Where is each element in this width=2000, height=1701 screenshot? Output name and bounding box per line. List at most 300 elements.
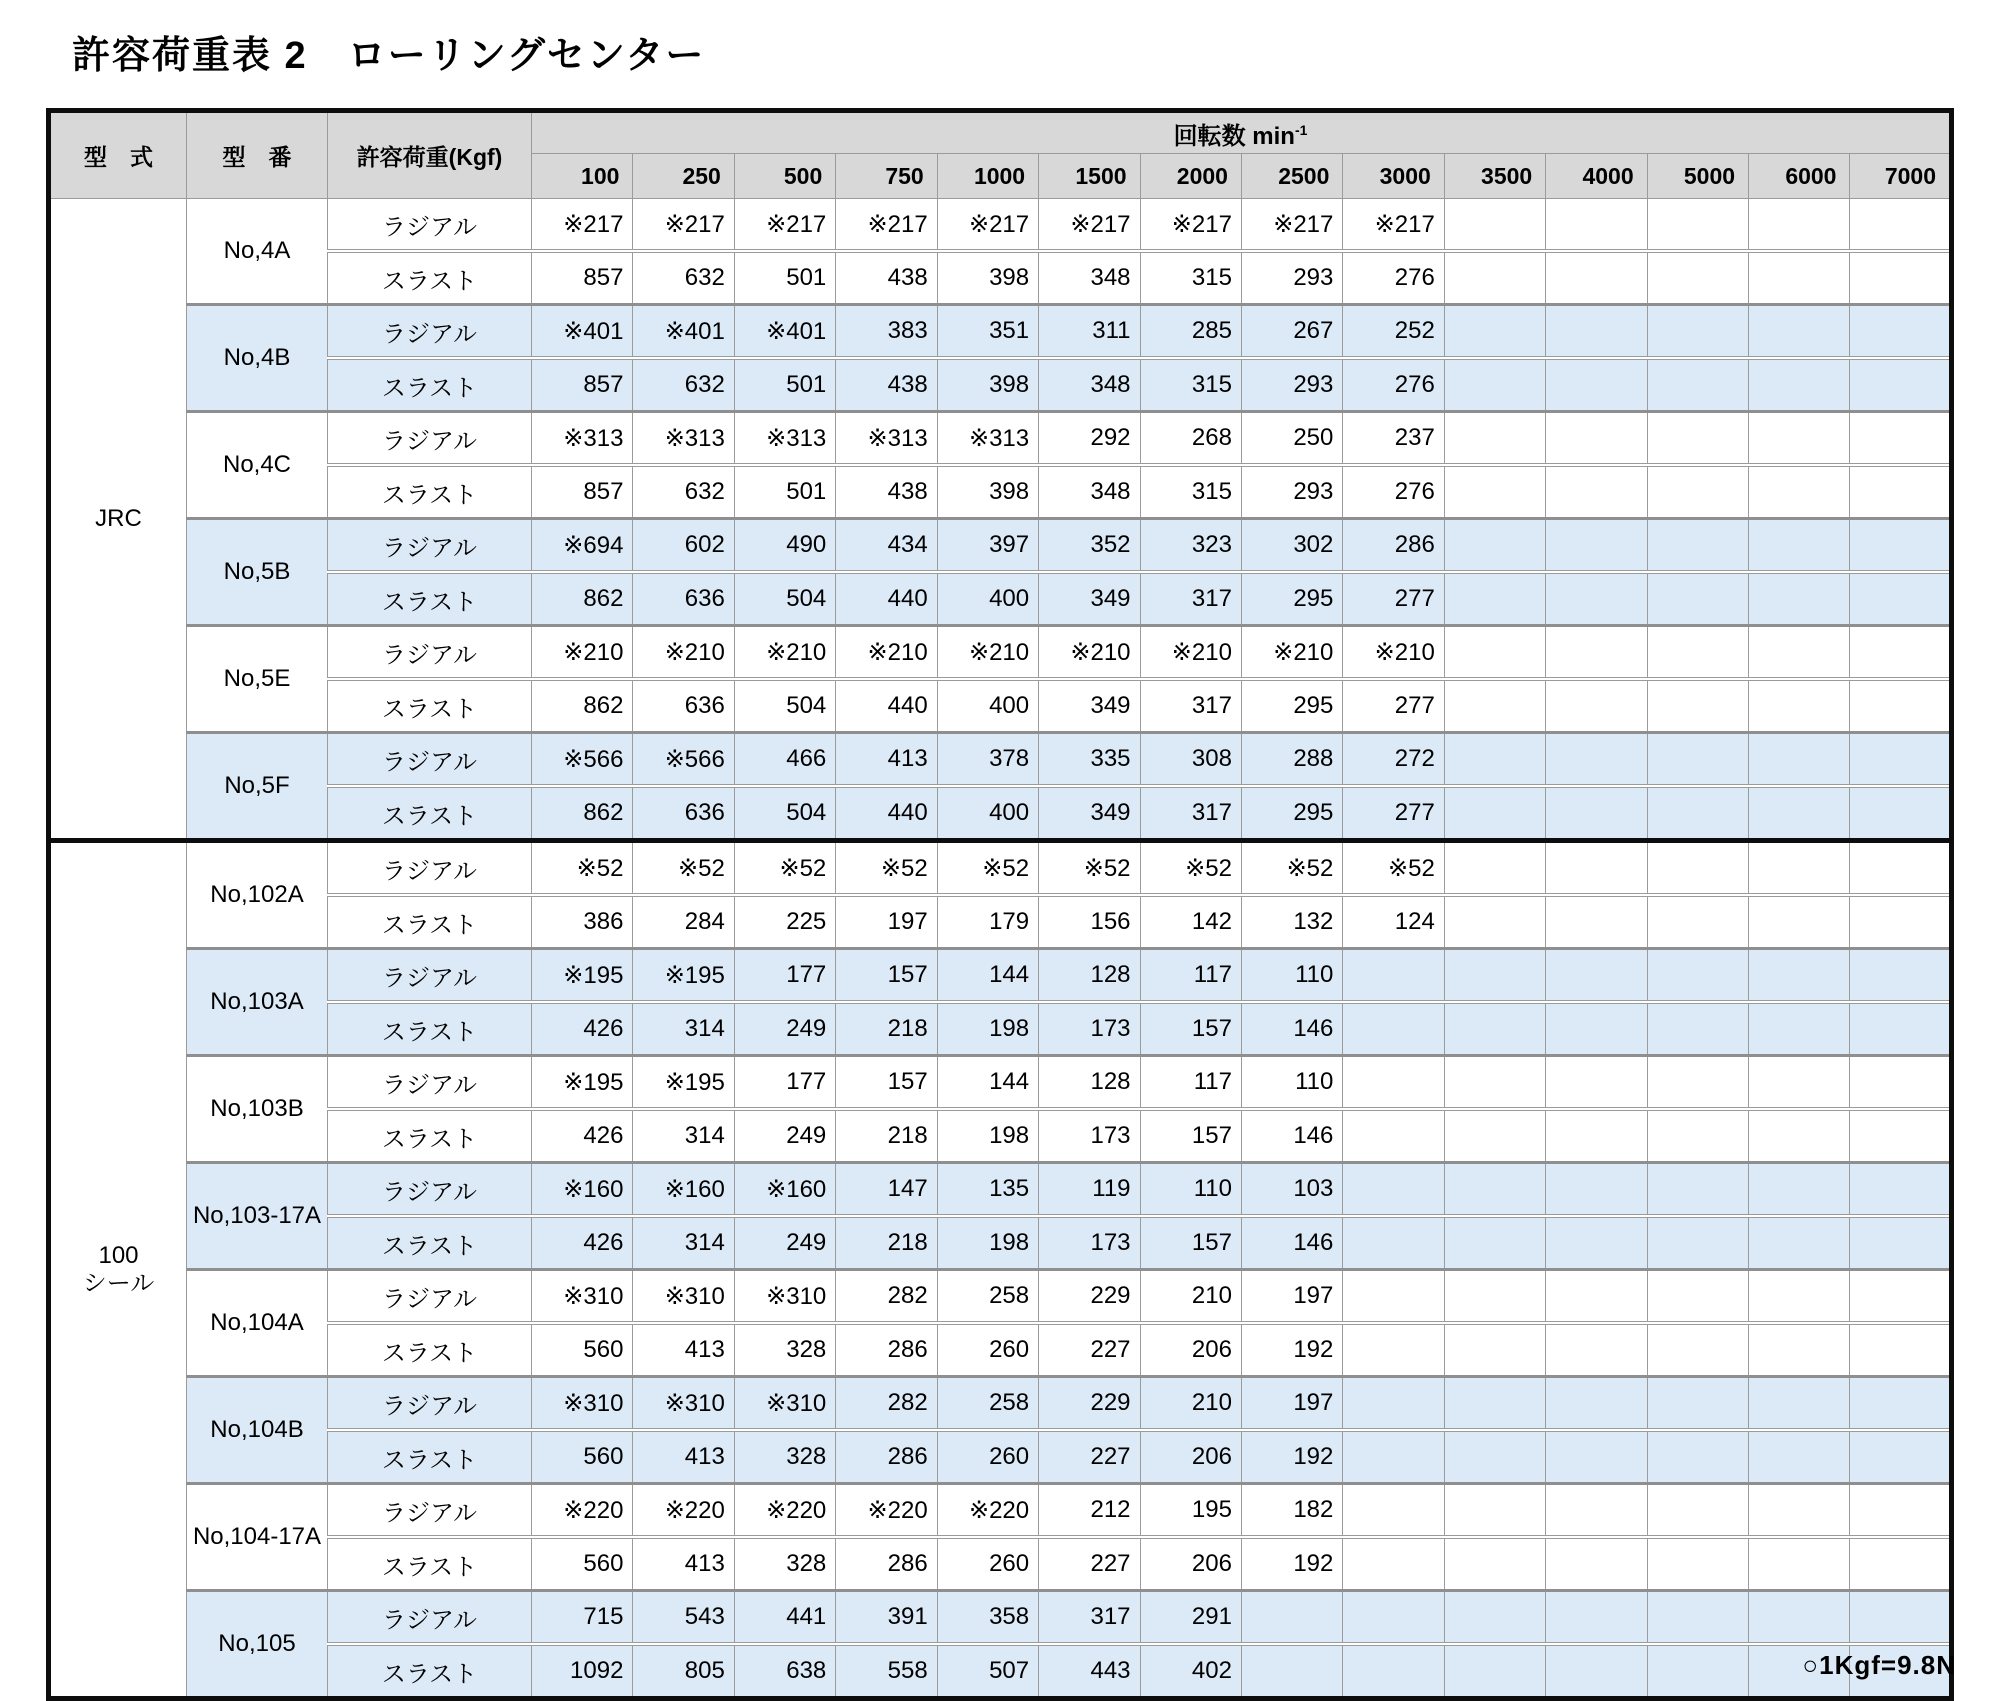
load-table: [46, 108, 1954, 1701]
value-cell: 507: [937, 1644, 1038, 1699]
value-cell: 227: [1039, 1537, 1140, 1591]
value-cell: ※210: [532, 626, 633, 680]
value-cell: ※52: [1140, 841, 1241, 896]
load-direction-cell: スラスト: [328, 1430, 532, 1484]
value-cell: 292: [1039, 412, 1140, 466]
value-cell: 504: [734, 572, 835, 626]
value-cell: 348: [1039, 251, 1140, 305]
value-cell: 358: [937, 1591, 1038, 1645]
value-cell: 293: [1241, 251, 1342, 305]
value-cell: 349: [1039, 679, 1140, 733]
value-cell: [1749, 305, 1850, 359]
value-cell: [1850, 626, 1952, 680]
model-type-cell: JRC: [49, 199, 187, 841]
value-cell: [1749, 519, 1850, 573]
value-cell: [1850, 1591, 1952, 1645]
value-cell: ※313: [734, 412, 835, 466]
value-cell: 314: [633, 1216, 734, 1270]
value-cell: [1444, 626, 1545, 680]
value-cell: 349: [1039, 786, 1140, 841]
value-cell: 378: [937, 733, 1038, 787]
value-cell: 146: [1241, 1109, 1342, 1163]
value-cell: ※210: [1343, 626, 1444, 680]
value-cell: [1444, 1377, 1545, 1431]
value-cell: 267: [1241, 305, 1342, 359]
value-cell: 440: [836, 786, 937, 841]
table-row: [49, 1270, 1952, 1324]
value-cell: 276: [1343, 251, 1444, 305]
value-cell: 210: [1140, 1270, 1241, 1324]
table-row: [49, 305, 1952, 359]
value-cell: [1749, 895, 1850, 949]
load-direction-cell: ラジアル: [328, 519, 532, 573]
value-cell: [1850, 895, 1952, 949]
value-cell: 117: [1140, 949, 1241, 1003]
load-direction-cell: スラスト: [328, 1002, 532, 1056]
value-cell: 173: [1039, 1109, 1140, 1163]
value-cell: [1749, 1591, 1850, 1645]
value-cell: 638: [734, 1644, 835, 1699]
value-cell: ※220: [532, 1484, 633, 1538]
table-row: [49, 1644, 1952, 1699]
value-cell: 282: [836, 1270, 937, 1324]
value-cell: 212: [1039, 1484, 1140, 1538]
value-cell: [1749, 1216, 1850, 1270]
value-cell: 328: [734, 1430, 835, 1484]
value-cell: 383: [836, 305, 937, 359]
value-cell: 249: [734, 1216, 835, 1270]
value-cell: 400: [937, 786, 1038, 841]
header-rotation-speed: [532, 111, 1952, 154]
value-cell: [1444, 1430, 1545, 1484]
value-cell: [1647, 1270, 1748, 1324]
load-direction-cell: スラスト: [328, 1109, 532, 1163]
value-cell: ※313: [633, 412, 734, 466]
value-cell: 210: [1140, 1377, 1241, 1431]
value-cell: [1647, 841, 1748, 896]
value-cell: 632: [633, 358, 734, 412]
value-cell: ※52: [937, 841, 1038, 896]
value-cell: [1749, 251, 1850, 305]
value-cell: [1546, 841, 1647, 896]
model-number-cell: No,4B: [187, 305, 328, 412]
value-cell: [1343, 1109, 1444, 1163]
value-cell: ※52: [734, 841, 835, 896]
header-speed-1000: 1000: [937, 154, 1038, 199]
load-direction-cell: ラジアル: [328, 626, 532, 680]
header-load: 許容荷重(Kgf): [328, 111, 532, 199]
value-cell: [1546, 949, 1647, 1003]
value-cell: 195: [1140, 1484, 1241, 1538]
value-cell: 317: [1039, 1591, 1140, 1645]
value-cell: ※210: [1039, 626, 1140, 680]
load-direction-cell: スラスト: [328, 1537, 532, 1591]
header-speed-250: 250: [633, 154, 734, 199]
header-speed-5000: 5000: [1647, 154, 1748, 199]
header-speed-750: 750: [836, 154, 937, 199]
value-cell: [1343, 1484, 1444, 1538]
value-cell: 144: [937, 1056, 1038, 1110]
value-cell: 206: [1140, 1430, 1241, 1484]
value-cell: 177: [734, 949, 835, 1003]
value-cell: 314: [633, 1002, 734, 1056]
value-cell: [1647, 1591, 1748, 1645]
value-cell: [1546, 895, 1647, 949]
value-cell: 198: [937, 1002, 1038, 1056]
value-cell: ※313: [836, 412, 937, 466]
value-cell: [1647, 412, 1748, 466]
value-cell: ※310: [734, 1270, 835, 1324]
value-cell: [1546, 1109, 1647, 1163]
value-cell: [1850, 572, 1952, 626]
header-speed-7000: 7000: [1850, 154, 1952, 199]
table-row: [49, 1109, 1952, 1163]
value-cell: ※52: [836, 841, 937, 896]
value-cell: 198: [937, 1216, 1038, 1270]
value-cell: 857: [532, 251, 633, 305]
value-cell: [1850, 1323, 1952, 1377]
value-cell: [1749, 733, 1850, 787]
table-row: [49, 1323, 1952, 1377]
value-cell: [1850, 358, 1952, 412]
value-cell: [1444, 1484, 1545, 1538]
value-cell: ※220: [937, 1484, 1038, 1538]
value-cell: 144: [937, 949, 1038, 1003]
value-cell: 308: [1140, 733, 1241, 787]
load-direction-cell: スラスト: [328, 679, 532, 733]
value-cell: [1647, 465, 1748, 519]
value-cell: ※310: [532, 1377, 633, 1431]
value-cell: [1850, 1270, 1952, 1324]
value-cell: [1343, 1270, 1444, 1324]
value-cell: 560: [532, 1323, 633, 1377]
header-speed-3000: 3000: [1343, 154, 1444, 199]
value-cell: [1749, 1484, 1850, 1538]
value-cell: [1444, 1591, 1545, 1645]
page-title: 許容荷重表 2 ローリングセンター: [72, 35, 706, 77]
value-cell: [1343, 1163, 1444, 1217]
table-row: [49, 1537, 1952, 1591]
load-direction-cell: ラジアル: [328, 733, 532, 787]
value-cell: [1850, 519, 1952, 573]
value-cell: 490: [734, 519, 835, 573]
value-cell: 252: [1343, 305, 1444, 359]
model-number-cell: No,4C: [187, 412, 328, 519]
value-cell: 173: [1039, 1216, 1140, 1270]
value-cell: [1850, 1216, 1952, 1270]
value-cell: [1647, 358, 1748, 412]
value-cell: 1092: [532, 1644, 633, 1699]
value-cell: 198: [937, 1109, 1038, 1163]
value-cell: 128: [1039, 949, 1140, 1003]
value-cell: 311: [1039, 305, 1140, 359]
value-cell: 434: [836, 519, 937, 573]
value-cell: [1444, 1056, 1545, 1110]
value-cell: [1546, 1163, 1647, 1217]
load-direction-cell: スラスト: [328, 895, 532, 949]
value-cell: [1546, 679, 1647, 733]
value-cell: [1647, 519, 1748, 573]
value-cell: 157: [836, 949, 937, 1003]
value-cell: 258: [937, 1377, 1038, 1431]
table-row: [49, 1484, 1952, 1538]
value-cell: ※220: [836, 1484, 937, 1538]
value-cell: [1444, 199, 1545, 252]
value-cell: [1749, 1377, 1850, 1431]
load-direction-cell: スラスト: [328, 465, 532, 519]
value-cell: ※195: [633, 1056, 734, 1110]
value-cell: [1444, 465, 1545, 519]
value-cell: [1647, 1430, 1748, 1484]
rotation-exponent: -1: [1294, 121, 1308, 138]
value-cell: ※313: [532, 412, 633, 466]
value-cell: [1546, 251, 1647, 305]
value-cell: [1749, 626, 1850, 680]
value-cell: 124: [1343, 895, 1444, 949]
value-cell: 328: [734, 1323, 835, 1377]
value-cell: [1749, 841, 1850, 896]
value-cell: 632: [633, 251, 734, 305]
value-cell: 197: [1241, 1270, 1342, 1324]
model-type-cell: 100 シール: [49, 841, 187, 1699]
value-cell: ※217: [836, 199, 937, 252]
value-cell: 402: [1140, 1644, 1241, 1699]
rotation-label: 回転数 min: [1173, 122, 1295, 150]
value-cell: 272: [1343, 733, 1444, 787]
value-cell: ※210: [1241, 626, 1342, 680]
value-cell: ※52: [1343, 841, 1444, 896]
value-cell: 156: [1039, 895, 1140, 949]
value-cell: 157: [1140, 1002, 1241, 1056]
value-cell: [1850, 949, 1952, 1003]
value-cell: [1444, 305, 1545, 359]
value-cell: [1749, 465, 1850, 519]
header-speed-4000: 4000: [1546, 154, 1647, 199]
model-number-cell: No,5F: [187, 733, 328, 841]
value-cell: 328: [734, 1537, 835, 1591]
value-cell: 128: [1039, 1056, 1140, 1110]
value-cell: [1850, 1430, 1952, 1484]
load-direction-cell: ラジアル: [328, 305, 532, 359]
table-row: [49, 626, 1952, 680]
value-cell: ※566: [633, 733, 734, 787]
value-cell: [1546, 1644, 1647, 1699]
value-cell: 218: [836, 1216, 937, 1270]
value-cell: 157: [1140, 1216, 1241, 1270]
value-cell: ※217: [1343, 199, 1444, 252]
value-cell: 225: [734, 895, 835, 949]
value-cell: 295: [1241, 786, 1342, 841]
value-cell: 315: [1140, 465, 1241, 519]
value-cell: [1444, 733, 1545, 787]
value-cell: ※217: [734, 199, 835, 252]
value-cell: [1546, 465, 1647, 519]
value-cell: 277: [1343, 786, 1444, 841]
value-cell: [1850, 1002, 1952, 1056]
value-cell: 715: [532, 1591, 633, 1645]
load-direction-cell: ラジアル: [328, 1377, 532, 1431]
header-speed-2500: 2500: [1241, 154, 1342, 199]
value-cell: [1647, 1537, 1748, 1591]
value-cell: ※310: [633, 1377, 734, 1431]
value-cell: 323: [1140, 519, 1241, 573]
value-cell: 249: [734, 1002, 835, 1056]
value-cell: [1850, 1537, 1952, 1591]
value-cell: [1546, 1537, 1647, 1591]
value-cell: [1850, 1109, 1952, 1163]
value-cell: [1343, 1430, 1444, 1484]
load-direction-cell: スラスト: [328, 1644, 532, 1699]
value-cell: 237: [1343, 412, 1444, 466]
load-direction-cell: ラジアル: [328, 949, 532, 1003]
value-cell: 227: [1039, 1323, 1140, 1377]
value-cell: 352: [1039, 519, 1140, 573]
value-cell: [1444, 412, 1545, 466]
value-cell: ※401: [633, 305, 734, 359]
header-speed-6000: 6000: [1749, 154, 1850, 199]
value-cell: [1647, 1484, 1748, 1538]
value-cell: 249: [734, 1109, 835, 1163]
value-cell: 110: [1241, 949, 1342, 1003]
value-cell: 260: [937, 1323, 1038, 1377]
value-cell: 293: [1241, 465, 1342, 519]
value-cell: [1546, 519, 1647, 573]
value-cell: 398: [937, 465, 1038, 519]
value-cell: 276: [1343, 465, 1444, 519]
load-direction-cell: スラスト: [328, 786, 532, 841]
load-direction-cell: スラスト: [328, 572, 532, 626]
value-cell: ※195: [532, 1056, 633, 1110]
value-cell: [1850, 1163, 1952, 1217]
value-cell: 197: [1241, 1377, 1342, 1431]
value-cell: 400: [937, 572, 1038, 626]
table-row: [49, 895, 1952, 949]
value-cell: [1546, 305, 1647, 359]
value-cell: [1850, 199, 1952, 252]
value-cell: [1343, 1056, 1444, 1110]
value-cell: [1444, 251, 1545, 305]
value-cell: 314: [633, 1109, 734, 1163]
value-cell: [1647, 572, 1748, 626]
value-cell: 351: [937, 305, 1038, 359]
value-cell: 857: [532, 358, 633, 412]
value-cell: 636: [633, 572, 734, 626]
table-row: [49, 358, 1952, 412]
value-cell: [1546, 1056, 1647, 1110]
value-cell: 315: [1140, 251, 1241, 305]
value-cell: 182: [1241, 1484, 1342, 1538]
value-cell: 192: [1241, 1323, 1342, 1377]
value-cell: [1647, 733, 1748, 787]
value-cell: ※210: [836, 626, 937, 680]
value-cell: ※160: [734, 1163, 835, 1217]
value-cell: [1241, 1644, 1342, 1699]
load-direction-cell: ラジアル: [328, 1484, 532, 1538]
value-cell: 286: [1343, 519, 1444, 573]
value-cell: ※401: [532, 305, 633, 359]
value-cell: 805: [633, 1644, 734, 1699]
load-direction-cell: ラジアル: [328, 1163, 532, 1217]
value-cell: [1546, 572, 1647, 626]
value-cell: 146: [1241, 1216, 1342, 1270]
value-cell: [1546, 412, 1647, 466]
value-cell: 286: [836, 1323, 937, 1377]
value-cell: ※52: [1241, 841, 1342, 896]
value-cell: [1546, 786, 1647, 841]
value-cell: [1343, 1591, 1444, 1645]
value-cell: 317: [1140, 786, 1241, 841]
value-cell: [1850, 733, 1952, 787]
value-cell: 179: [937, 895, 1038, 949]
table-row: [49, 1216, 1952, 1270]
header-speed-100: 100: [532, 154, 633, 199]
load-direction-cell: ラジアル: [328, 841, 532, 896]
value-cell: ※217: [532, 199, 633, 252]
value-cell: [1647, 1377, 1748, 1431]
value-cell: 386: [532, 895, 633, 949]
value-cell: [1444, 1323, 1545, 1377]
value-cell: 315: [1140, 358, 1241, 412]
value-cell: [1546, 1216, 1647, 1270]
unit-note: ○1Kgf=9.8N: [1802, 1650, 1956, 1680]
value-cell: ※220: [633, 1484, 734, 1538]
value-cell: 295: [1241, 679, 1342, 733]
value-cell: 206: [1140, 1537, 1241, 1591]
value-cell: [1749, 1323, 1850, 1377]
value-cell: [1343, 1216, 1444, 1270]
value-cell: [1444, 1109, 1545, 1163]
table-row: [49, 733, 1952, 787]
value-cell: 293: [1241, 358, 1342, 412]
value-cell: 291: [1140, 1591, 1241, 1645]
value-cell: [1546, 1002, 1647, 1056]
value-cell: [1444, 679, 1545, 733]
value-cell: ※52: [1039, 841, 1140, 896]
table-row: [49, 949, 1952, 1003]
value-cell: [1749, 1163, 1850, 1217]
value-cell: ※210: [734, 626, 835, 680]
value-cell: [1546, 199, 1647, 252]
value-cell: 862: [532, 679, 633, 733]
load-direction-cell: ラジアル: [328, 412, 532, 466]
value-cell: 197: [836, 895, 937, 949]
value-cell: 501: [734, 465, 835, 519]
value-cell: 317: [1140, 679, 1241, 733]
value-cell: ※210: [1140, 626, 1241, 680]
value-cell: [1749, 949, 1850, 1003]
value-cell: [1850, 465, 1952, 519]
model-number-cell: No,103A: [187, 949, 328, 1056]
value-cell: [1647, 199, 1748, 252]
load-direction-cell: ラジアル: [328, 1591, 532, 1645]
value-cell: 192: [1241, 1537, 1342, 1591]
value-cell: [1647, 786, 1748, 841]
value-cell: [1444, 1270, 1545, 1324]
value-cell: 276: [1343, 358, 1444, 412]
value-cell: [1343, 1377, 1444, 1431]
value-cell: [1546, 733, 1647, 787]
value-cell: 260: [937, 1430, 1038, 1484]
model-number-cell: No,5B: [187, 519, 328, 626]
value-cell: 177: [734, 1056, 835, 1110]
model-number-cell: No,104A: [187, 1270, 328, 1377]
value-cell: 288: [1241, 733, 1342, 787]
value-cell: 286: [836, 1537, 937, 1591]
header-model-number: 型 番: [187, 111, 328, 199]
value-cell: [1647, 1002, 1748, 1056]
table-row: [49, 786, 1952, 841]
value-cell: ※217: [1039, 199, 1140, 252]
